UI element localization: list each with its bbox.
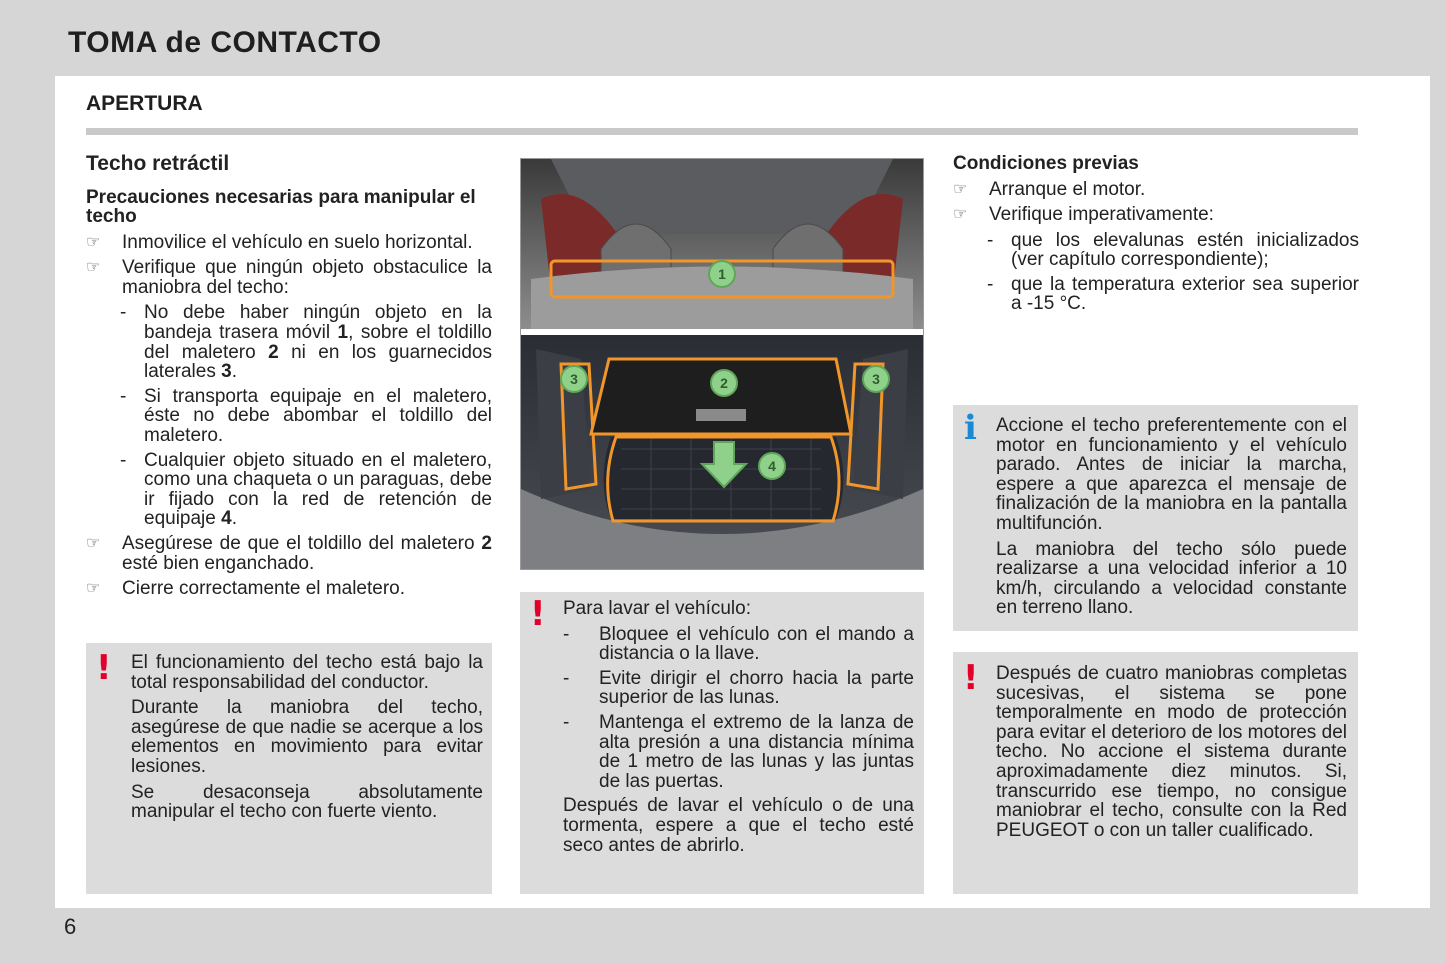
pointing-hand-icon: ☞ [86, 534, 101, 552]
dash-item: - Bloquee el vehículo con el mando a distancia o la llave. [563, 623, 914, 665]
exclamation-icon: ! [96, 648, 112, 688]
exclamation-icon: ! [530, 594, 546, 634]
warning-paragraph: Después de cuatro maniobras completas sucesivas, el sistema se pone temporalmente en modo de protección para evitar el deterioro de los motores del techo. No accione el sistema durante aproximadamente diez minutos. Si, transcurrido ese tiempo, no consigue maniobrar el techo, consulte con la Red PEUGEOT o con un taller cualificado. [996, 663, 1347, 841]
dash-text: . [231, 361, 237, 383]
dash-text: Si transporta equipaje en el maletero, éste no debe abombar el toldillo del maletero. [144, 385, 492, 446]
pointing-hand-icon: ☞ [86, 233, 101, 251]
page-number: 6 [64, 914, 77, 939]
bullet-item [953, 205, 1359, 225]
warning-text-left [131, 653, 483, 828]
info-paragraph: Accione el techo preferentemente con el motor en funcionamiento y el vehículo parado. Antes de iniciar la marcha, espere a que aparezca el mensaje de finalización de la maniobra en la pantalla multifunción. [996, 415, 1347, 534]
warning-paragraph: El funcionamiento del techo está bajo la total responsabilidad del conductor. [131, 652, 483, 693]
warning-paragraph: Se desaconseja absolutamente manipular el techo con fuerte viento. [131, 781, 483, 823]
pointing-hand-icon: ☞ [953, 180, 968, 198]
callout-2: 2 [710, 369, 738, 397]
bullet-text: Inmovilice el vehículo en suelo horizontal. [122, 231, 473, 253]
bullet-item [86, 258, 492, 297]
callout-3-right: 3 [862, 365, 890, 393]
dash-item: - que los elevalunas estén inicializados (ver capítulo correspondiente); [987, 229, 1359, 271]
subheading-precauciones: Precauciones necesarias para manipular el techo [86, 186, 476, 228]
pointing-hand-icon: ☞ [953, 206, 968, 224]
callout-3-left: 3 [560, 365, 588, 393]
ref-number: 4 [221, 508, 232, 530]
dash-text: , sobre el toldillo del maletero [144, 321, 492, 363]
bullet-text: Cierre correctamente el maletero. [122, 578, 405, 600]
heading-condiciones-previas: Condiciones previas [953, 153, 1139, 174]
heading-techo-retractil: Techo retráctil [86, 152, 230, 175]
dash-item: - Evite dirigir el chorro hacia la parte superior de las lunas. [563, 667, 914, 709]
bullet-text: Verifique imperativamente: [989, 204, 1214, 226]
pointing-hand-icon: ☞ [86, 580, 101, 598]
dash-item: - Mantenga el extremo de la lanza de alta presión a una distancia mínima de 1 metro de las lunas y las juntas de las puertas. [563, 711, 914, 792]
callout-4: 4 [758, 452, 786, 480]
dash-item: - Si transporta equipaje en el maletero, éste no debe abombar el toldillo del maletero. [120, 385, 492, 446]
callout-1: 1 [708, 260, 736, 288]
exclamation-icon: ! [963, 658, 979, 698]
dash-item: - Cualquier objeto situado en el maletero, como una chaqueta o un paraguas, debe ir fijado con la red de retención de equipaje 4. [120, 449, 492, 530]
dash-text: Evite dirigir el chorro hacia la parte superior de las lunas. [599, 667, 914, 709]
dash-text: No debe haber ningún objeto en la bandeja trasera móvil [144, 302, 492, 343]
dash-text: . [231, 508, 237, 530]
bullet-text: Asegúrese de que el toldillo del maletero [122, 532, 482, 554]
dash-text: ni en los guarnecidos laterales [144, 341, 493, 383]
dash-text: Mantenga el extremo de la lanza de alta presión a una distancia mínima de 1 metro de las lunas y las juntas de las puertas. [599, 711, 914, 792]
dash-item: - No debe haber ningún objeto en la bandeja trasera móvil 1, sobre el toldillo del maletero 2 ni en los guarnecidos laterales 3. [120, 302, 493, 383]
warning-paragraph: Durante la maniobra del techo, asegúrese de que nadie se acerque a los elementos en movimiento para evitar lesiones. [131, 697, 483, 777]
bullet-text: Arranque el motor. [989, 178, 1146, 200]
ref-number: 2 [268, 341, 279, 363]
pointing-hand-icon: ☞ [86, 259, 101, 277]
warning-text-right [996, 664, 1347, 846]
bullet-item [86, 233, 492, 253]
dash-text: Bloquee el vehículo con el mando a distancia o la llave. [599, 623, 914, 665]
warning-text-middle [563, 599, 914, 861]
dash-text: Cualquier objeto situado en el maletero, como una chaqueta o un paraguas, debe ir fijado con la red de retención de equipaje [144, 449, 492, 530]
section-title: APERTURA [86, 92, 203, 115]
bullet-item [86, 579, 492, 599]
info-icon: i [964, 408, 977, 448]
info-text-right [996, 416, 1347, 624]
ref-number: 1 [337, 321, 349, 343]
section-rule [86, 128, 1358, 135]
trunk-illustration [520, 158, 924, 570]
bullet-item [86, 534, 492, 573]
ref-number: 3 [221, 361, 232, 383]
dash-item: - que la temperatura exterior sea superior a -15 °C. [987, 273, 1359, 315]
bullet-text: Verifique que ningún objeto obstaculice la maniobra del techo: [122, 257, 492, 298]
wash-outro: Después de lavar el vehículo o de una tormenta, espere a que el techo esté seco antes de abrirlo. [563, 795, 914, 856]
bullet-text: esté bien enganchado. [122, 552, 315, 574]
left-column [86, 154, 492, 605]
info-paragraph: La maniobra del techo sólo puede realizarse a una velocidad inferior a 10 km/h, circulando a velocidad constante en terreno llano. [996, 538, 1347, 619]
wash-intro: Para lavar el vehículo: [563, 598, 751, 619]
dash-text: que los elevalunas estén inicializados (ver capítulo correspondiente); [1011, 229, 1359, 271]
bullet-item [953, 180, 1359, 200]
dash-text: que la temperatura exterior sea superior a -15 °C. [1011, 273, 1359, 315]
header-title: TOMA de CONTACTO [68, 26, 382, 59]
ref-number: 2 [481, 532, 492, 554]
right-column [953, 154, 1359, 319]
car-trunk-drawing [521, 159, 923, 569]
